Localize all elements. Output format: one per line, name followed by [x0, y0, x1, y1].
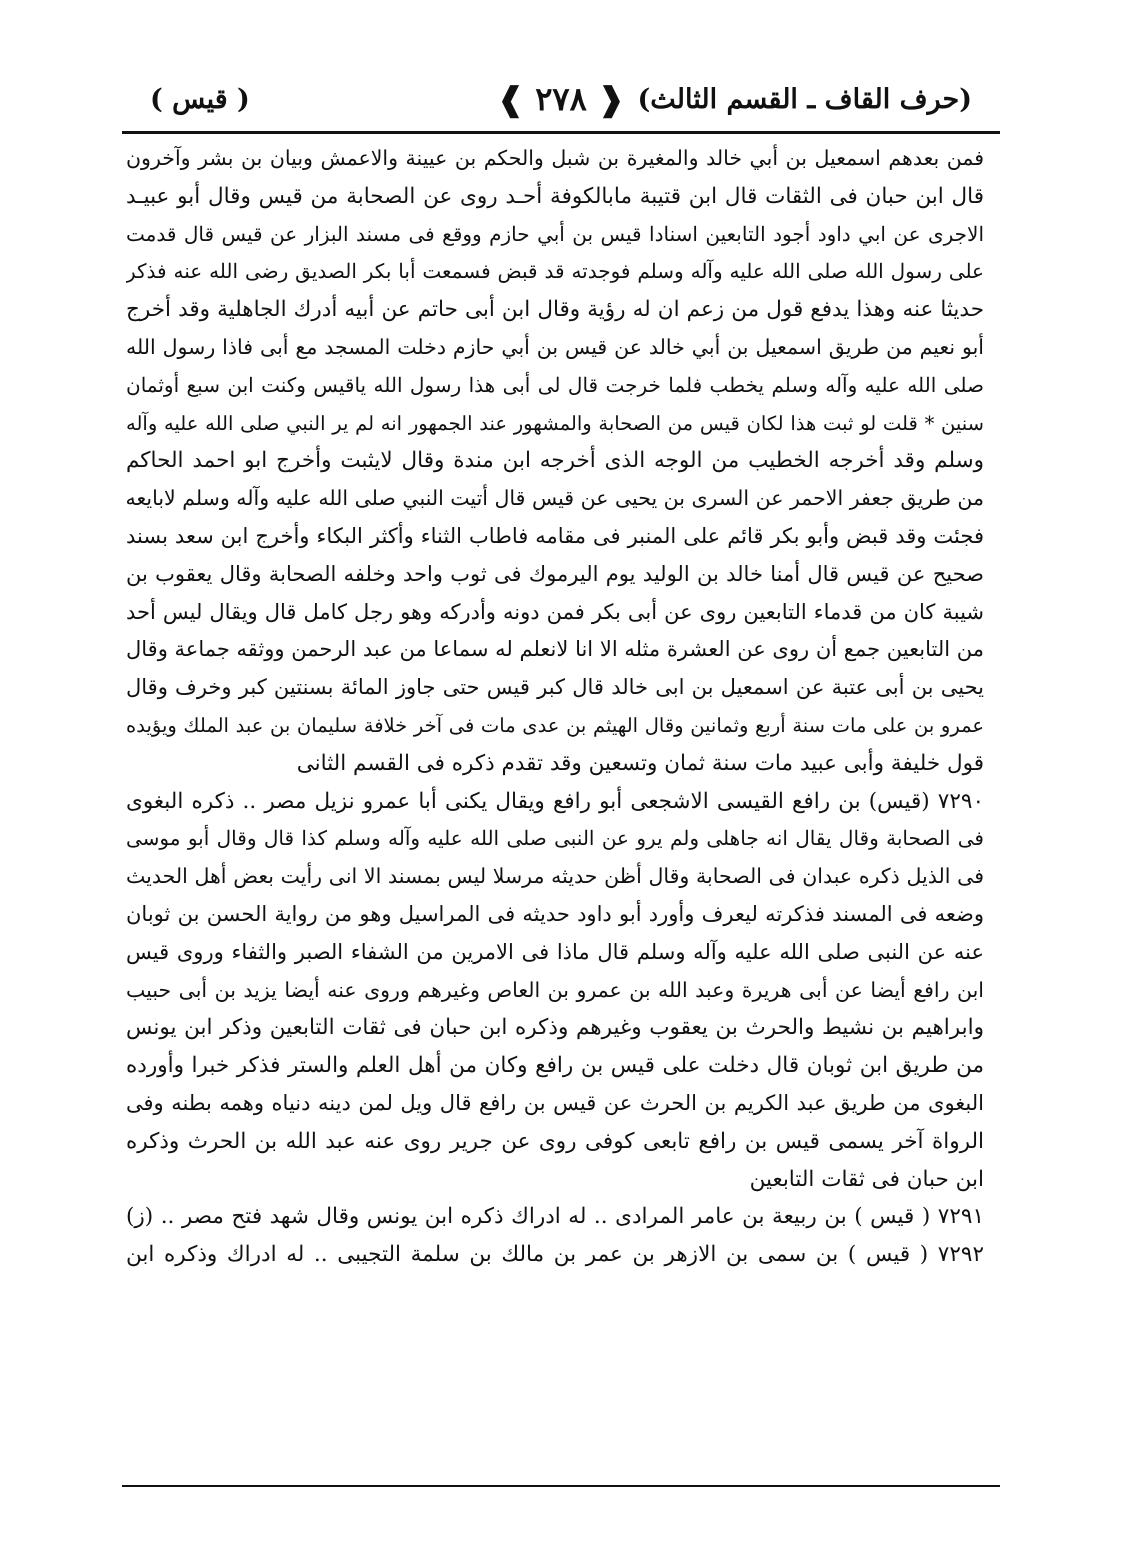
entry-7292 — [126, 1236, 984, 1274]
text-line: البغوى من طريق عبد الكريم بن الحرث عن قيس بن رافع قال ويل لمن دينه دنياه وهمه بطنه وفى — [126, 1090, 984, 1115]
entry-7291 — [126, 1198, 984, 1236]
text-line: عمرو بن على مات سنة أربع وثمانين وقال الهيثم بن عدى مات فى آخر خلافة سليمان بن عبد الملك ويؤيده — [126, 713, 984, 737]
body-text — [126, 140, 984, 1274]
text-line: عنه عن النبى صلى الله عليه وآله وسلم قال ماذا فى الامرين من الشفاء الصبر والثفاء وروى قيس — [126, 939, 984, 964]
page-header — [150, 78, 972, 128]
text-line: صحيح عن قيس قال أمنا خالد بن الوليد يوم اليرموك فى ثوب واحد وخلفه الصحابة وقال يعقوب بن — [126, 561, 984, 586]
text-line: سنين * قلت لو ثبت هذا لكان قيس من الصحابة والمشهور عند الجمهور انه لم ير النبي صلى الله عليه وآله — [126, 411, 984, 435]
running-head: ( قيس ) — [150, 84, 250, 115]
text-line: وسلم وقد أخرجه الخطيب من الوجه الذى أخرجه ابن مندة وقال لايثبت وأخرج ابو احمد الحاكم — [126, 448, 984, 474]
text-line: من طريق ابن ثوبان قال دخلت على قيس بن رافع وكان من أهل العلم والستر فذكر خبرا وأورده — [126, 1053, 984, 1079]
entry-heading-line: ٧٢٩٢ ( قيس ) بن سمى بن الازهر بن عمر بن مالك بن سلمة التجيبى .. له ادراك وذكره ابن — [126, 1242, 984, 1268]
entry-7289-continuation — [126, 140, 984, 783]
text-line: أبو نعيم من طريق اسمعيل بن أبي خالد عن قيس بن أبي حازم دخلت المسجد مع أبى فاذا رسول الله — [126, 334, 984, 359]
text-line: ابن حبان فى ثقات التابعين — [749, 1166, 984, 1192]
text-line: الرواة آخر يسمى قيس بن رافع تابعى كوفى روى عن جرير روى عنه عبد الله بن الحرث وذكره — [126, 1128, 984, 1154]
text-line: صلى الله عليه وآله وسلم يخطب فلما خرجت قال لى أبى هذا رسول الله ياقيس وكنت ابن سبع أوثمان — [126, 372, 984, 397]
text-line: وابراهيم بن نشيط والحرث بن يعقوب وغيرهم وذكره ابن حبان فى ثقات التابعين وذكر ابن يونس — [126, 1015, 984, 1041]
text-line: يحيى بن أبى عتبة عن اسمعيل بن ابى خالد قال كبر قيس حتى جاوز المائة بسنتين كبر وخرف وقال — [126, 675, 984, 700]
text-line: حديثا عنه وهذا يدفع قول من زعم ان له رؤية وقال ابن أبى حاتم عن أبيه أدرك الجاهلية وقد أخرج — [126, 297, 984, 323]
text-line: شيبة كان من قدماء التابعين روى عن أبى بكر فمن دونه وأدركه وهو رجل كامل قال ويقال ليس أحد — [126, 599, 984, 624]
section-title: (حرف القاف ـ القسم الثالث) — [637, 84, 972, 115]
text-line: فى الصحابة وقال يقال انه جاهلى ولم يرو عن النبى صلى الله عليه وآله وسلم كذا قال وقال أبو موسى — [126, 826, 984, 851]
text-line: قول خليفة وأبى عبيد مات سنة ثمان وتسعين وقد تقدم ذكره فى القسم الثانى — [296, 750, 984, 776]
text-line: فجئت وقد قبض وأبو بكر قائم على المنبر فى مقامه فاطاب الثناء وأكثر البكاء وأخرج ابن سعد بسند — [126, 523, 984, 548]
text-line: فمن بعدهم اسمعيل بن أبي خالد والمغيرة بن شبل والحكم بن عيينة والاعمش وبيان بن بشر وآخرون — [126, 146, 984, 170]
footer-rule — [122, 1485, 1000, 1487]
text-line: فى الذيل ذكره عبدان فى الصحابة وقال أظن حديثه مرسلا ليس بمسند الا انى رأيت بعض أهل الحديث — [126, 864, 984, 889]
text-line: من طريق جعفر الاحمر عن السرى بن يحيى عن قيس قال أتيت النبي صلى الله عليه وآله وسلم لابايعه — [126, 486, 984, 511]
entry-heading-line: ٧٢٩٠ (قيس) بن رافع القيسى الاشجعى أبو رافع ويقال يكنى أبا عمرو نزيل مصر .. ذكره البغوى — [126, 788, 984, 814]
text-line: وضعه فى المسند فذكرته ليعرف وأورد أبو داود حديثه فى المراسيل وهو من رواية الحسن بن ثوبان — [126, 901, 984, 926]
text-line: قال ابن حبان فى الثقات قال ابن قتيبة مابالكوفة أحـد روى عن الصحابة من قيس وقال أبو عبيـد — [126, 183, 984, 209]
header-rule — [122, 131, 1000, 134]
entry-heading-line: ٧٢٩١ ( قيس ) بن ربيعة بن عامر المرادى .. له ادراك ذكره ابن يونس وقال شهد فتح مصر .. (ز) — [126, 1204, 984, 1230]
text-line: من التابعين جمع أن روى عن العشرة مثله الا انا لانعلم له سماعا من عبد الرحمن ووثقه جماعة وقال — [126, 637, 984, 662]
page-number: ❰ ٢٧٨ ❱ — [497, 80, 625, 118]
text-line: الاجرى عن ابي داود أجود التابعين اسنادا قيس بن أبي حازم ووقع فى مسند البزار عن قيس قال قدمت — [126, 221, 984, 246]
entry-7290 — [126, 783, 984, 1199]
text-line: ابن رافع أيضا عن أبى هريرة وعبد الله بن عمرو بن العاص وغيرهم وروى عنه أيضا يزيد بن أبى حبيب — [126, 977, 984, 1002]
text-line: على رسول الله صلى الله عليه وآله وسلم فوجدته قد قبض فسمعت أبا بكر الصديق رضى الله عنه فذكر — [126, 259, 984, 284]
